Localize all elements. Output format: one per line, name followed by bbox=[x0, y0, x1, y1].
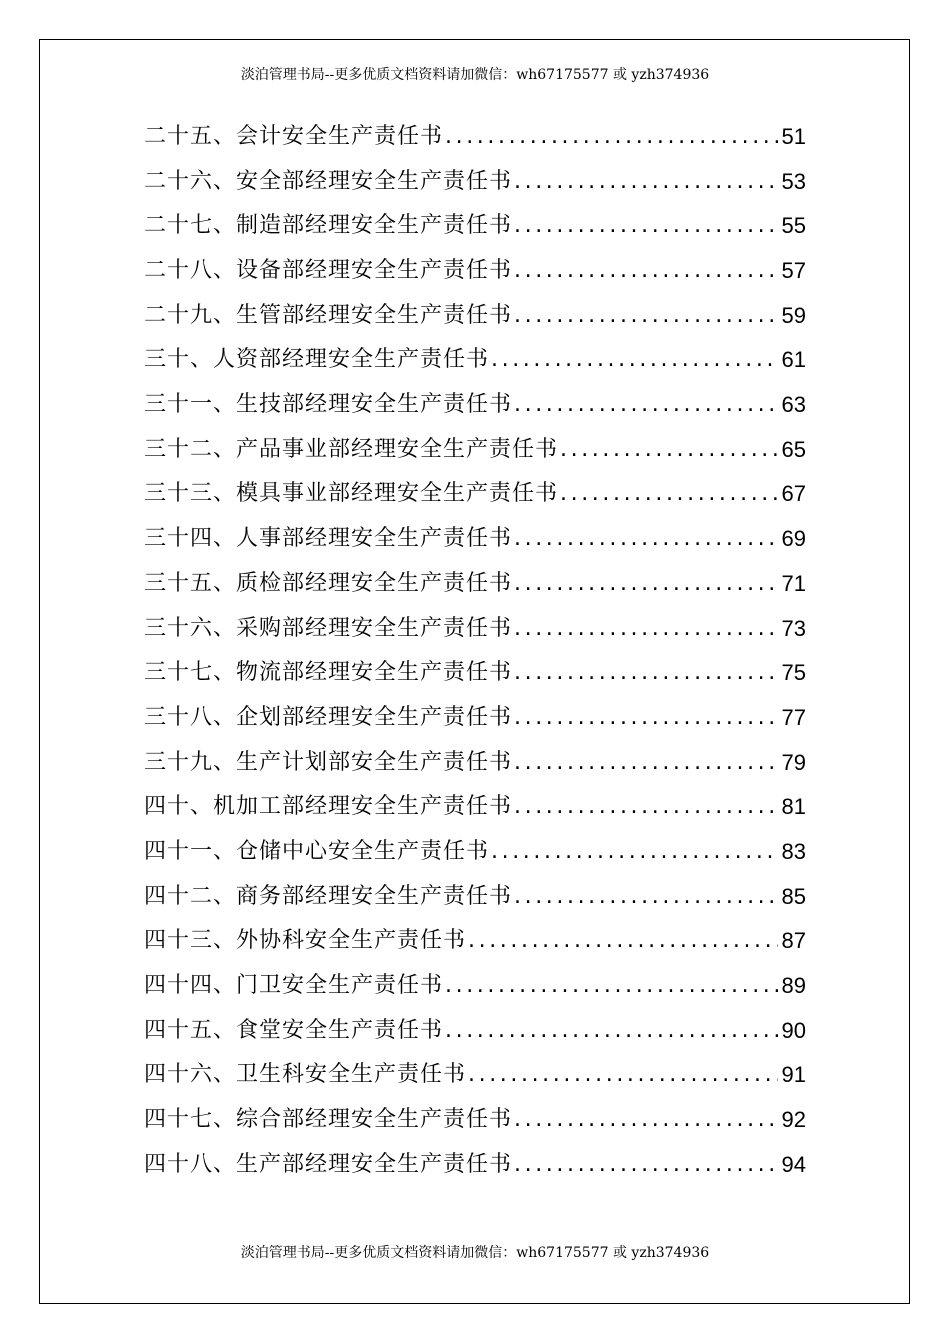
toc-entry[interactable] bbox=[144, 696, 806, 741]
toc-dot-leader bbox=[512, 875, 778, 920]
toc-dot-leader bbox=[443, 115, 778, 160]
toc-entry-page: 57 bbox=[781, 258, 806, 284]
toc-entry[interactable] bbox=[144, 428, 806, 473]
toc-entry-title: 三十五、质检部经理安全生产责任书 bbox=[144, 570, 513, 596]
toc-entry-title: 二十八、设备部经理安全生产责任书 bbox=[144, 258, 513, 284]
toc-entry-page: 75 bbox=[781, 660, 806, 686]
toc-dot-leader bbox=[558, 428, 778, 473]
toc-entry-page: 61 bbox=[781, 347, 806, 373]
toc-entry[interactable] bbox=[144, 1009, 806, 1054]
toc-entry-title: 二十九、生管部经理安全生产责任书 bbox=[144, 302, 513, 328]
toc-entry-title: 三十一、生技部经理安全生产责任书 bbox=[144, 392, 513, 418]
toc-entry[interactable] bbox=[144, 651, 806, 696]
toc-entry-title: 四十、机加工部经理安全生产责任书 bbox=[144, 794, 513, 820]
toc-dot-leader bbox=[512, 1098, 778, 1143]
toc-dot-leader bbox=[512, 785, 778, 830]
toc-dot-leader bbox=[512, 294, 778, 339]
toc-dot-leader bbox=[512, 160, 778, 205]
toc-entry[interactable] bbox=[144, 249, 806, 294]
toc-entry-page: 65 bbox=[781, 436, 806, 462]
toc-entry[interactable] bbox=[144, 160, 806, 205]
toc-entry-page: 83 bbox=[781, 838, 806, 864]
toc-dot-leader bbox=[512, 383, 778, 428]
toc-entry-title: 四十六、卫生科安全生产责任书 bbox=[144, 1062, 467, 1088]
toc-entry[interactable] bbox=[144, 964, 806, 1009]
toc-entry[interactable] bbox=[144, 338, 806, 383]
toc-entry-page: 53 bbox=[781, 168, 806, 194]
header-note: 淡泊管理书局--更多优质文档资料请加微信：wh67175577 或 yzh374936 bbox=[240, 67, 710, 83]
toc-dot-leader bbox=[512, 607, 778, 652]
toc-dot-leader bbox=[512, 651, 778, 696]
toc-entry-title: 四十四、门卫安全生产责任书 bbox=[144, 973, 444, 999]
toc-entry-page: 77 bbox=[781, 704, 806, 730]
toc-entry-page: 89 bbox=[781, 973, 806, 999]
toc-entry[interactable] bbox=[144, 785, 806, 830]
toc-entry[interactable] bbox=[144, 1053, 806, 1098]
toc-dot-leader bbox=[443, 1009, 778, 1054]
toc-entry-title: 二十五、会计安全生产责任书 bbox=[144, 123, 444, 149]
toc-entry[interactable] bbox=[144, 204, 806, 249]
toc-entry-page: 81 bbox=[781, 794, 806, 820]
toc-entry-title: 四十二、商务部经理安全生产责任书 bbox=[144, 883, 513, 909]
toc-dot-leader bbox=[512, 1143, 778, 1188]
toc-entry-page: 55 bbox=[781, 213, 806, 239]
toc-dot-leader bbox=[466, 1053, 778, 1098]
toc-entry[interactable] bbox=[144, 294, 806, 339]
toc-entry-title: 二十六、安全部经理安全生产责任书 bbox=[144, 168, 513, 194]
table-of-contents bbox=[144, 115, 806, 1188]
toc-entry-page: 63 bbox=[781, 392, 806, 418]
toc-entry-page: 51 bbox=[781, 123, 806, 149]
toc-entry-page: 90 bbox=[781, 1017, 806, 1043]
toc-entry-title: 三十、人资部经理安全生产责任书 bbox=[144, 347, 490, 373]
toc-entry[interactable] bbox=[144, 473, 806, 518]
toc-entry-page: 67 bbox=[781, 481, 806, 507]
toc-entry-title: 二十七、制造部经理安全生产责任书 bbox=[144, 213, 513, 239]
toc-entry[interactable] bbox=[144, 875, 806, 920]
toc-entry-title: 四十五、食堂安全生产责任书 bbox=[144, 1017, 444, 1043]
toc-entry-title: 三十九、生产计划部安全生产责任书 bbox=[144, 749, 513, 775]
toc-entry-page: 69 bbox=[781, 526, 806, 552]
toc-dot-leader bbox=[512, 204, 778, 249]
toc-entry[interactable] bbox=[144, 919, 806, 964]
toc-entry-page: 71 bbox=[781, 570, 806, 596]
toc-entry-title: 四十一、仓储中心安全生产责任书 bbox=[144, 838, 490, 864]
toc-dot-leader bbox=[466, 919, 778, 964]
toc-entry[interactable] bbox=[144, 383, 806, 428]
toc-entry[interactable] bbox=[144, 562, 806, 607]
toc-dot-leader bbox=[489, 830, 778, 875]
toc-entry[interactable] bbox=[144, 741, 806, 786]
toc-entry-page: 92 bbox=[781, 1107, 806, 1133]
toc-entry-title: 三十四、人事部经理安全生产责任书 bbox=[144, 526, 513, 552]
toc-entry-page: 87 bbox=[781, 928, 806, 954]
toc-dot-leader bbox=[512, 741, 778, 786]
toc-entry-title: 四十八、生产部经理安全生产责任书 bbox=[144, 1151, 513, 1177]
footer-note: 淡泊管理书局--更多优质文档资料请加微信：wh67175577 或 yzh374936 bbox=[240, 1245, 710, 1261]
toc-entry-title: 三十三、模具事业部经理安全生产责任书 bbox=[144, 481, 559, 507]
toc-entry-page: 79 bbox=[781, 749, 806, 775]
toc-dot-leader bbox=[512, 517, 778, 562]
toc-entry[interactable] bbox=[144, 1143, 806, 1188]
toc-entry[interactable] bbox=[144, 607, 806, 652]
toc-entry-page: 85 bbox=[781, 883, 806, 909]
toc-entry-title: 三十八、企划部经理安全生产责任书 bbox=[144, 704, 513, 730]
toc-dot-leader bbox=[558, 472, 778, 517]
toc-dot-leader bbox=[489, 338, 778, 383]
toc-entry-title: 四十七、综合部经理安全生产责任书 bbox=[144, 1107, 513, 1133]
toc-entry-page: 94 bbox=[781, 1151, 806, 1177]
toc-entry-title: 四十三、外协科安全生产责任书 bbox=[144, 928, 467, 954]
toc-entry[interactable] bbox=[144, 1098, 806, 1143]
toc-entry-page: 91 bbox=[781, 1062, 806, 1088]
toc-entry-title: 三十二、产品事业部经理安全生产责任书 bbox=[144, 436, 559, 462]
toc-entry-title: 三十六、采购部经理安全生产责任书 bbox=[144, 615, 513, 641]
toc-dot-leader bbox=[512, 249, 778, 294]
toc-entry[interactable] bbox=[144, 830, 806, 875]
toc-entry[interactable] bbox=[144, 517, 806, 562]
toc-entry-title: 三十七、物流部经理安全生产责任书 bbox=[144, 660, 513, 686]
toc-dot-leader bbox=[512, 696, 778, 741]
toc-dot-leader bbox=[512, 562, 778, 607]
toc-entry[interactable] bbox=[144, 115, 806, 160]
toc-entry-page: 59 bbox=[781, 302, 806, 328]
toc-entry-page: 73 bbox=[781, 615, 806, 641]
toc-dot-leader bbox=[443, 964, 778, 1009]
